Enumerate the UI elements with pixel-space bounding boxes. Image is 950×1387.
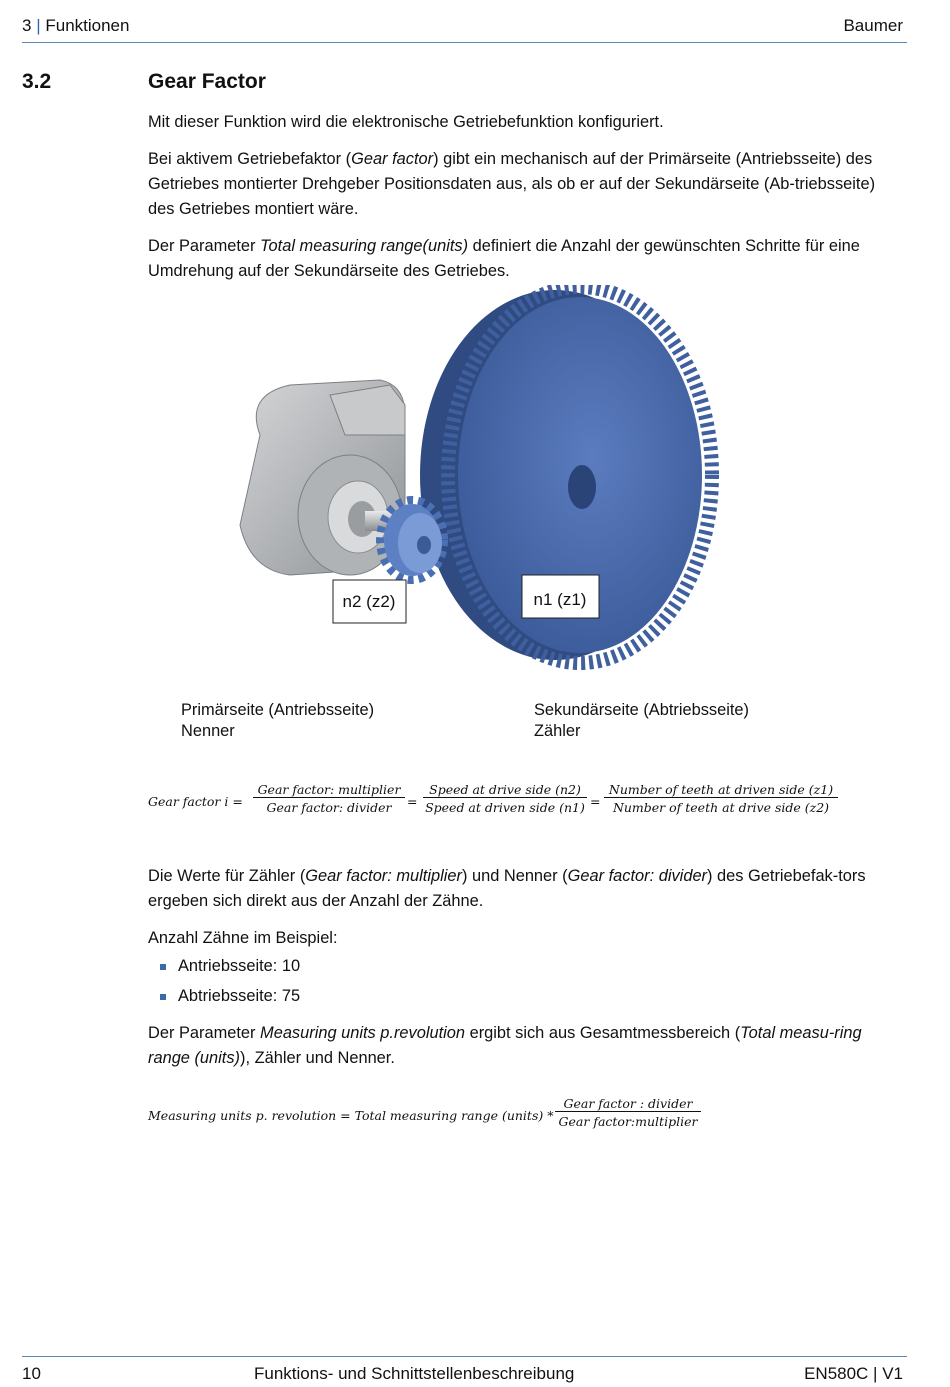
- equals-sign-2: =: [590, 794, 601, 809]
- fraction-divider-multiplier: Gear factor : divider Gear factor:multiplier: [555, 1096, 701, 1129]
- formula2-lhs: Measuring units p. revolution = Total measuring range (units) *: [148, 1108, 554, 1123]
- measuring-units-formula: [148, 1096, 748, 1140]
- fraction-multiplier-divider: Gear factor: multiplier Gear factor: divider: [253, 782, 405, 815]
- caption-primary: Primärseite (Antriebsseite) Nenner: [181, 701, 375, 740]
- encoder-body: [240, 380, 405, 575]
- gear-factor-paragraph: Bei aktivem Getriebefaktor (Gear factor) gibt ein mechanisch auf der Primärseite (Antriebsseite) des Getriebes montierter Drehgeber Positionsdaten aus, als ob er auf der Sekundärseite (Ab-triebsseite) des Getriebes montiert wäre.: [148, 150, 876, 218]
- label-n1: n1 (z1): [533, 590, 587, 609]
- page-footer: [22, 1356, 907, 1387]
- equals-sign-1: =: [407, 794, 418, 809]
- teeth-list: [160, 954, 300, 1014]
- section-number: 3.2: [22, 70, 52, 93]
- measuring-units-paragraph: Der Parameter Measuring units p.revolution ergibt sich aus Gesamtmessbereich (Total measu-ring range (units)), Zähler und Nenner.: [148, 1024, 862, 1067]
- header-separator: |: [36, 16, 41, 35]
- label-n2: n2 (z2): [342, 592, 396, 611]
- document-id: EN580C | V1: [804, 1364, 903, 1383]
- section-title: Gear Factor: [148, 70, 266, 93]
- formula-lhs: Gear factor i =: [148, 794, 243, 809]
- teeth-example-heading: Anzahl Zähne im Beispiel:: [148, 929, 338, 947]
- page-header: [22, 14, 907, 43]
- page-number: 10: [22, 1364, 41, 1383]
- gear-factor-formula: [148, 782, 908, 826]
- intro-paragraph: Mit dieser Funktion wird die elektronische Getriebefunktion konfiguriert.: [148, 113, 664, 131]
- measuring-range-paragraph: Der Parameter Total measuring range(units) definiert die Anzahl der gewünschten Schritte für eine Umdrehung auf der Sekundärseite des Getriebes.: [148, 237, 860, 280]
- document-title: Funktions- und Schnittstellenbeschreibung: [254, 1364, 575, 1383]
- list-item: Abtriebsseite: 75: [160, 984, 300, 1014]
- caption-secondary: Sekundärseite (Abtriebsseite) Zähler: [534, 701, 750, 740]
- fraction-speed: Speed at drive side (n2) Speed at driven side (n1): [423, 782, 587, 815]
- list-item: Antriebsseite: 10: [160, 954, 300, 984]
- chapter-number: 3: [22, 16, 32, 35]
- header-chapter: [22, 16, 129, 36]
- chapter-title: Funktionen: [45, 16, 130, 35]
- header-brand: Baumer: [843, 16, 903, 35]
- fraction-teeth: Number of teeth at driven side (z1) Number of teeth at drive side (z2): [604, 782, 838, 815]
- gear-illustration: [150, 285, 800, 675]
- gear-hub-hole: [568, 465, 596, 509]
- values-paragraph: Die Werte für Zähler (Gear factor: multiplier) und Nenner (Gear factor: divider) des Getriebefak-tors ergeben sich direkt aus der Anzahl der Zähne.: [148, 867, 866, 910]
